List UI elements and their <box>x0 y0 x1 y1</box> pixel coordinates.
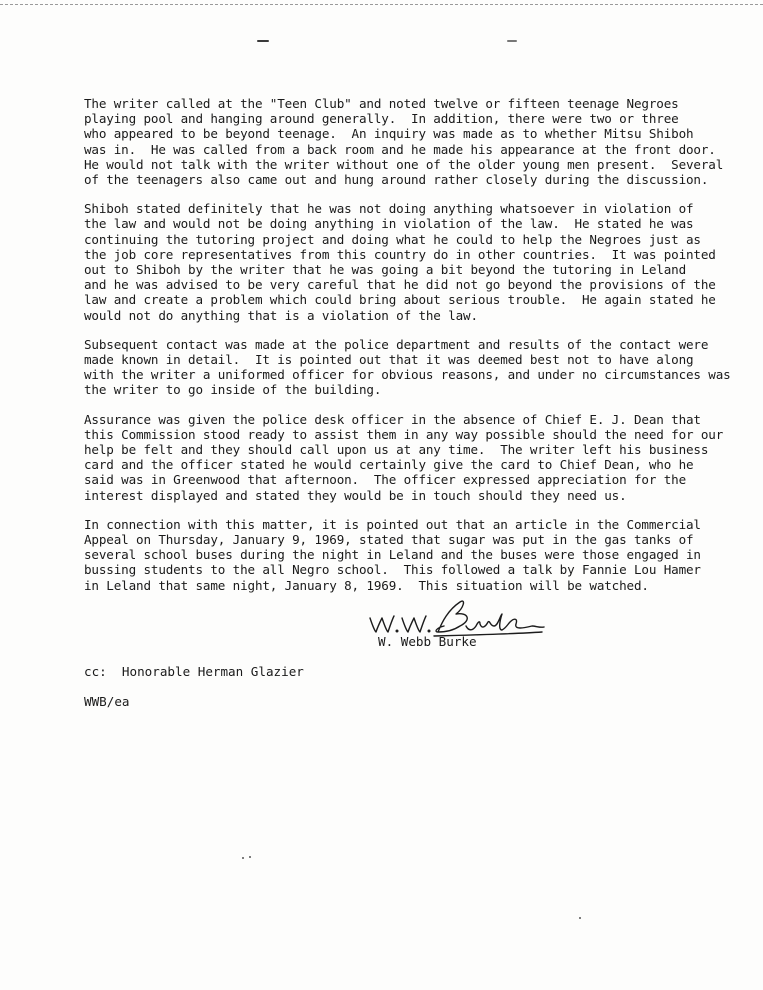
text-line: the job core representatives from this country do in other countries. It was pointed <box>84 246 716 262</box>
text-line: who appeared to be beyond teenage. An inquiry was made as to whether Mitsu Shiboh <box>84 126 694 142</box>
text-line: and he was advised to be very careful that he did not go beyond the provisions of the <box>84 277 716 293</box>
text-line: this Commission stood ready to assist them in any way possible should the need for our <box>84 426 724 442</box>
text-line: help be felt and they should call upon us at any time. The writer left his business <box>84 442 709 458</box>
text-line: the writer to go inside of the building. <box>84 382 382 398</box>
text-line: bussing students to the all Negro school. This followed a talk by Fannie Lou Hamer <box>84 562 701 578</box>
text-line: several school buses during the night in Leland and the buses were those engaged in <box>84 547 701 563</box>
text-line: with the writer a uniformed officer for obvious reasons, and under no circumstances was <box>84 367 731 383</box>
text-line: interest displayed and stated they would be in touch should they need us. <box>84 487 627 503</box>
text-line: card and the officer stated he would certainly give the card to Chief Dean, who he <box>84 457 694 473</box>
text-line: in Leland that same night, January 8, 1969. This situation will be watched. <box>84 577 649 593</box>
paragraph <box>84 517 744 593</box>
signature-block <box>364 596 564 652</box>
text-line: out to Shiboh by the writer that he was going a bit beyond the tutoring in Leland <box>84 262 686 278</box>
typist-initials: WWB/ea <box>84 694 130 709</box>
scan-mark <box>257 40 269 42</box>
text-line: In connection with this matter, it is pointed out that an article in the Commercial <box>84 516 701 532</box>
text-line: the law and would not be doing anything in violation of the law. He stated he was <box>84 216 694 232</box>
text-line: made known in detail. It is pointed out that it was deemed best not to have along <box>84 352 694 368</box>
text-line: continuing the tutoring project and doing what he could to help the Negroes just as <box>84 231 701 247</box>
text-line: would not do anything that is a violation of the law. <box>84 307 478 323</box>
paragraph <box>84 96 744 187</box>
letter-body <box>84 96 744 607</box>
text-line: Assurance was given the police desk officer in the absence of Chief E. J. Dean that <box>84 411 701 427</box>
text-line: Subsequent contact was made at the police department and results of the contact were <box>84 336 709 352</box>
page-top-edge <box>0 4 763 5</box>
paragraph <box>84 337 744 398</box>
cc-line: cc: Honorable Herman Glazier <box>84 664 304 679</box>
text-line: of the teenagers also came out and hung around rather closely during the discussion. <box>84 172 709 188</box>
text-line: Appeal on Thursday, January 9, 1969, stated that sugar was put in the gas tanks of <box>84 532 694 548</box>
scan-mark <box>507 40 517 42</box>
text-line: The writer called at the "Teen Club" and noted twelve or fifteen teenage Negroes <box>84 96 679 111</box>
text-line: said was in Greenwood that afternoon. The officer expressed appreciation for the <box>84 472 686 488</box>
scan-speck <box>249 856 251 858</box>
text-line: He would not talk with the writer without one of the older young men present. Several <box>84 156 724 172</box>
scan-speck <box>579 917 581 919</box>
typed-signer-name: W. Webb Burke <box>378 634 477 649</box>
paragraph <box>84 412 744 503</box>
scan-speck <box>242 857 244 859</box>
paragraph <box>84 201 744 323</box>
text-line: was in. He was called from a back room and he made his appearance at the front door. <box>84 141 716 157</box>
text-line: Shiboh stated definitely that he was not doing anything whatsoever in violation of <box>84 201 694 217</box>
text-line: law and create a problem which could bring about serious trouble. He again stated he <box>84 292 716 308</box>
text-line: playing pool and hanging around generally. In addition, there were two or three <box>84 111 679 127</box>
